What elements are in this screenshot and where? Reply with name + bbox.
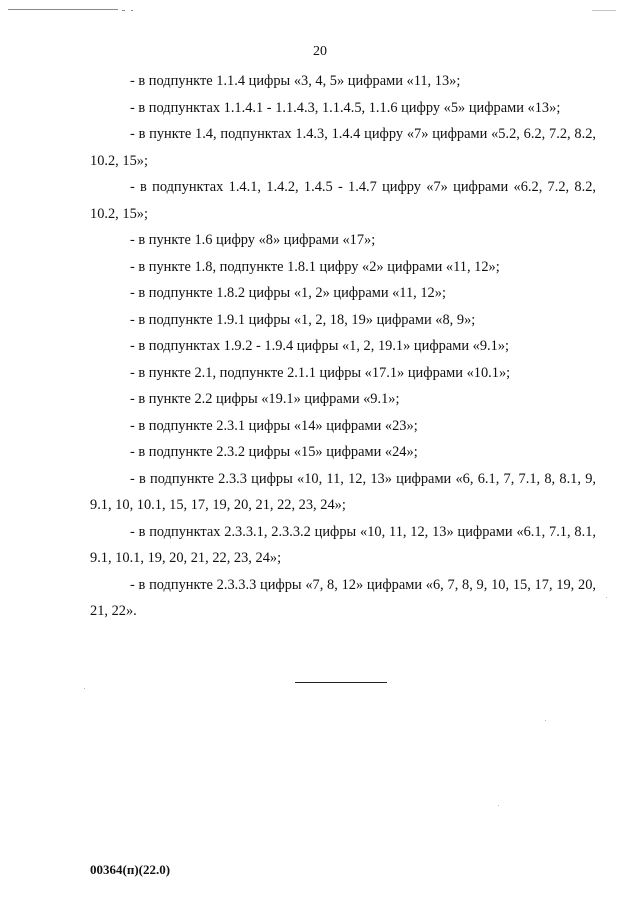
end-of-text-rule	[295, 682, 387, 683]
amendment-item: - в пункте 2.1, подпункте 2.1.1 цифры «17.1» цифрами «10.1»;	[130, 364, 511, 381]
amendment-item: - в подпункте 2.3.1 цифры «14» цифрами «23»;	[130, 417, 418, 434]
amendment-item: - в подпункте 2.3.3.3 цифры «7, 8, 12» цифрами «6, 7, 8, 9, 10, 15, 17, 19, 20, 21, 22».	[90, 576, 596, 619]
scan-artifact-line	[592, 10, 616, 11]
amendment-item: - в подпунктах 1.1.4.1 - 1.1.4.3, 1.1.4.5, 1.1.6 цифру «5» цифрами «13»;	[130, 99, 561, 116]
amendment-item: - в подпунктах 1.9.2 - 1.9.4 цифры «1, 2, 19.1» цифрами «9.1»;	[130, 338, 510, 354]
amendment-list	[90, 68, 596, 625]
scan-artifact-dot	[122, 10, 125, 11]
amendment-item: - в пункте 1.8, подпункте 1.8.1 цифру «2» цифрами «11, 12»;	[130, 258, 500, 275]
amendment-item: - в подпунктах 2.3.3.1, 2.3.3.2 цифры «10, 11, 12, 13» цифрами «6.1, 7.1, 8.1, 9.1, 10.1, 19, 20, 21, 22, 23, 24»;	[90, 523, 596, 566]
scan-speck	[545, 720, 546, 721]
scan-speck	[84, 688, 85, 689]
scan-speck	[606, 597, 607, 598]
amendment-item: - в подпункте 1.8.2 цифры «1, 2» цифрами «11, 12»;	[130, 285, 446, 301]
amendment-item: - в пункте 2.2 цифры «19.1» цифрами «9.1»;	[130, 391, 400, 407]
document-code: 00364(п)(22.0)	[90, 862, 171, 877]
amendment-item: - в подпункте 1.9.1 цифры «1, 2, 18, 19» цифрами «8, 9»;	[130, 311, 476, 328]
amendment-item: - в подпункте 1.1.4 цифры «3, 4, 5» цифрами «11, 13»;	[130, 73, 461, 89]
amendment-item: - в подпункте 2.3.2 цифры «15» цифрами «24»;	[130, 444, 418, 460]
page-number: 20	[313, 44, 327, 59]
amendment-item: - в подпункте 2.3.3 цифры «10, 11, 12, 13» цифрами «6, 6.1, 7, 7.1, 8, 8.1, 9, 9.1, 10, 10.1, 15, 17, 19, 20, 21, 22, 23, 24»;	[90, 470, 596, 513]
scan-artifact-dot	[131, 10, 133, 11]
amendment-item: - в пункте 1.4, подпунктах 1.4.3, 1.4.4 цифру «7» цифрами «5.2, 6.2, 7.2, 8.2, 10.2, 15»;	[90, 126, 596, 169]
amendment-item: - в пункте 1.6 цифру «8» цифрами «17»;	[130, 232, 376, 248]
scan-artifact-line	[8, 9, 118, 10]
scan-speck	[498, 805, 499, 806]
amendment-item: - в подпунктах 1.4.1, 1.4.2, 1.4.5 - 1.4.7 цифру «7» цифрами «6.2, 7.2, 8.2, 10.2, 15»;	[90, 179, 596, 222]
